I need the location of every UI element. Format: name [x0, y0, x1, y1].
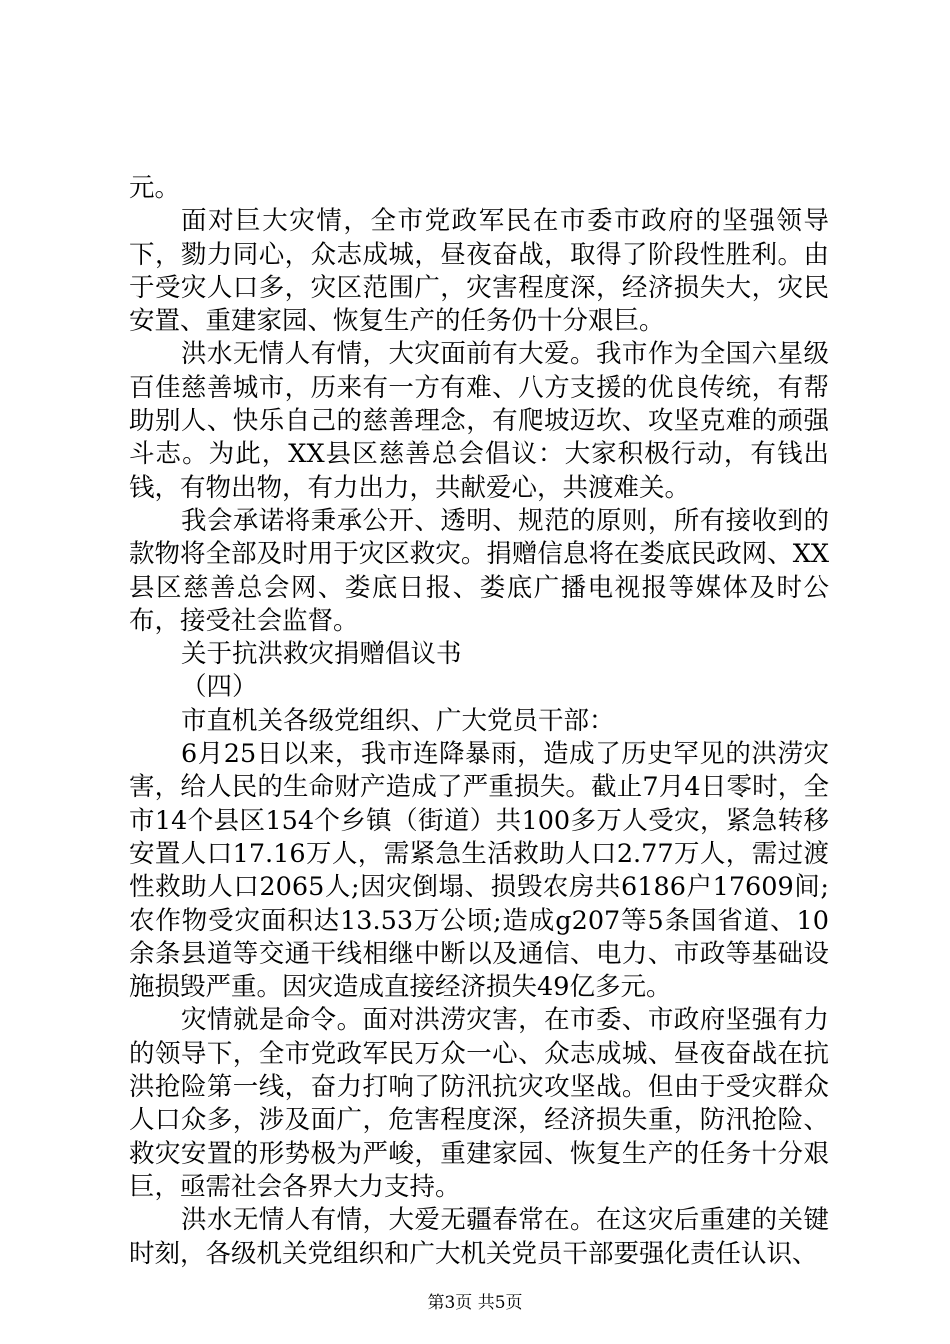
paragraph-disaster-command: 灾情就是命令。面对洪涝灾害，在市委、市政府坚强有力的领导下，全市党政军民万众一心、众志成城、昼夜奋战在抗洪抢险第一线，奋力打响了防汛抗灾攻坚战。但由于受灾群众人口众多，涉及面广，危害程度深，经济损失重，防汛抢险、救灾安置的形势极为严峻，重建家园、恢复生产的任务十分艰巨，亟需社会各界大力支持。	[129, 1005, 829, 1202]
document-body	[129, 172, 829, 1271]
paragraph-call-to-action: 洪水无情人有情，大爱无疆春常在。在这灾后重建的关键时刻，各级机关党组织和广大机关党员干部要强化责任认识、	[129, 1205, 829, 1269]
paragraph-commitment: 我会承诺将秉承公开、透明、规范的原则，所有接收到的款物将全部及时用于灾区救灾。捐赠信息将在娄底民政网、XX县区慈善总会网、娄底日报、娄底广播电视报等媒体及时公布，接受社会监督。	[129, 505, 829, 636]
page-number-footer: 第3页 共5页	[427, 1293, 523, 1313]
paragraph-charity-initiative: 洪水无情人有情，大灾面前有大爱。我市作为全国六星级百佳慈善城市，历来有一方有难、八方支援的优良传统，有帮助别人、快乐自己的慈善理念，有爬坡迈坎、攻坚克难的顽强斗志。为此，XX县区慈善总会倡议：大家积极行动，有钱出钱，有物出物，有力出力，共献爱心，共渡难关。	[129, 339, 829, 503]
section-title: 关于抗洪救灾捐赠倡议书	[181, 639, 462, 670]
paragraph-disaster-response: 面对巨大灾情，全市党政军民在市委市政府的坚强领导下，勠力同心，众志成城，昼夜奋战，取得了阶段性胜利。由于受灾人口多，灾区范围广，灾害程度深，经济损失大，灾民安置、重建家园、恢复生产的任务仍十分艰巨。	[129, 206, 829, 337]
section-number: （四）	[181, 672, 258, 703]
paragraph-flood-statistics: 6月25日以来，我市连降暴雨，造成了历史罕见的洪涝灾害，给人民的生命财产造成了严重损失。截止7月4日零时，全市14个县区154个乡镇（街道）共100多万人受灾，紧急转移安置人口17.16万人，需紧急生活救助人口2.77万人，需过渡性救助人口2065人;因灾倒塌、损毁农房共6186户17609间;农作物受灾面积达13.53万公顷;造成g207等5条国省道、10余条县道等交通干线相继中断以及通信、电力、市政等基础设施损毁严重。因灾造成直接经济损失49亿多元。	[129, 739, 829, 1003]
salutation: 市直机关各级党组织、广大党员干部：	[181, 705, 615, 736]
paragraph-continuation: 元。	[129, 173, 181, 203]
